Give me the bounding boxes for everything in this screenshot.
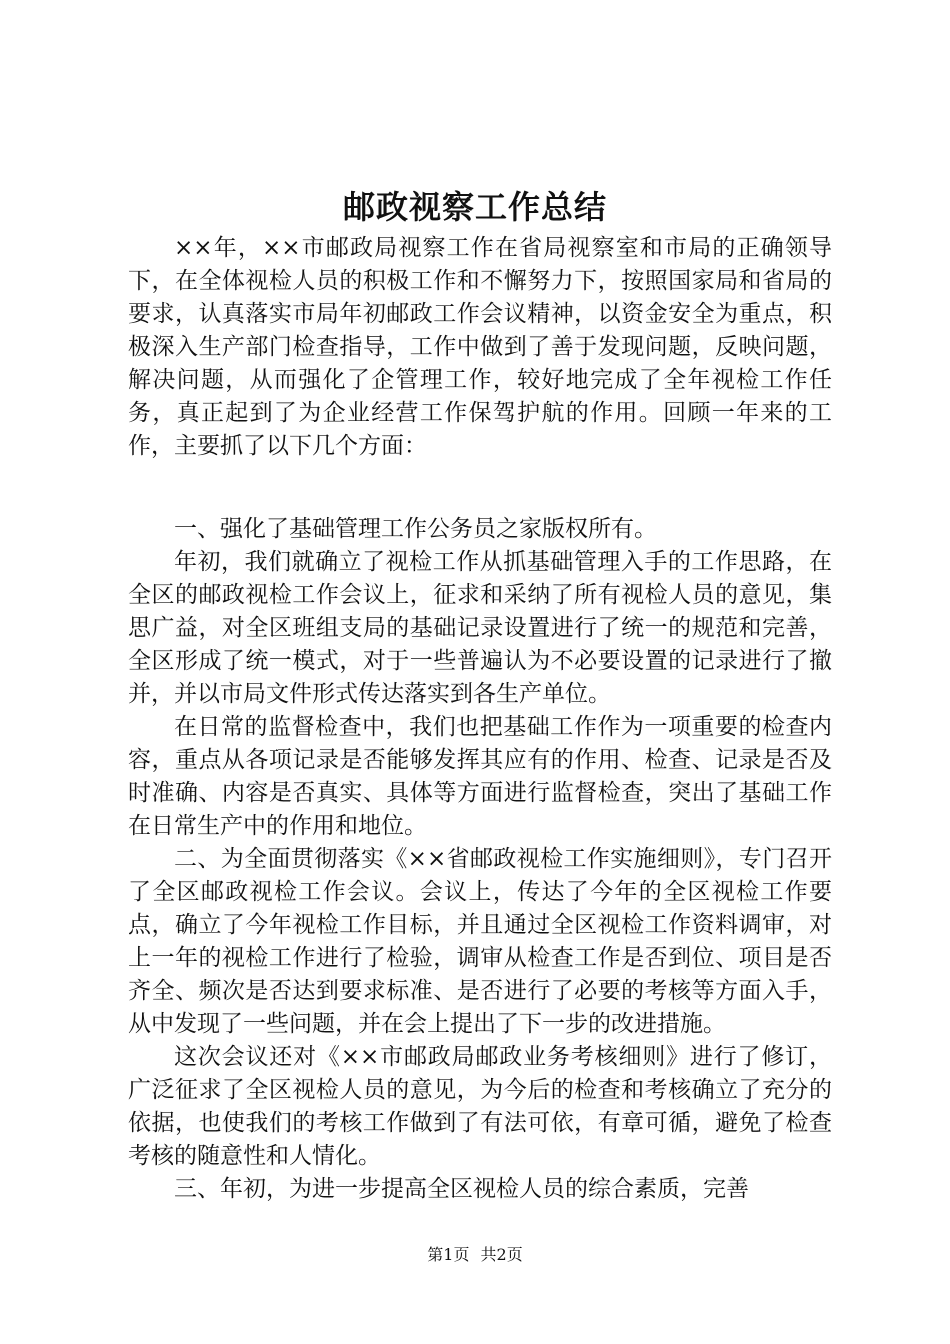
paragraph: 在日常的监督检查中，我们也把基础工作作为一项重要的检查内容，重点从各项记录是否能够发挥其应有的作用、检查、记录是否及时准确、内容是否真实、具体等方面进行监督检查，突出了基础工作在日常生产中的作用和地位。: [128, 714, 832, 839]
section-heading-1: 一、强化了基础管理工作公务员之家版权所有。: [174, 516, 657, 542]
section-paragraph-3: 三、年初，为进一步提高全区视检人员的综合素质，完善: [174, 1176, 749, 1202]
paragraph: 这次会议还对《××市邮政局邮政业务考核细则》进行了修订，广泛征求了全区视检人员的意见，为今后的检查和考核确立了充分的依据，也使我们的考核工作做到了有法可依，有章可循，避免了检查考核的随意性和人情化。: [128, 1044, 832, 1169]
page-footer: [0, 1244, 950, 1266]
paragraph-spacer: [128, 463, 832, 513]
page-number: 第1页: [427, 1245, 470, 1264]
document-body: [128, 232, 832, 1206]
paragraph-intro: ××年，××市邮政局视察工作在省局视察室和市局的正确领导下，在全体视检人员的积极工作和不懈努力下，按照国家局和省局的要求，认真落实市局年初邮政工作会议精神，以资金安全为重点，积极深入生产部门检查指导，工作中做到了善于发现问题，反映问题，解决问题，从而强化了企管理工作，较好地完成了全年视检工作任务，真正起到了为企业经营工作保驾护航的作用。回顾一年来的工作，主要抓了以下几个方面：: [128, 235, 832, 459]
document-title: 邮政视察工作总结: [342, 188, 607, 226]
section-paragraph-2: 二、为全面贯彻落实《××省邮政视检工作实施细则》，专门召开了全区邮政视检工作会议。会议上，传达了今年的全区视检工作要点，确立了今年视检工作目标，并且通过全区视检工作资料调审，对上一年的视检工作进行了检验，调审从检查工作是否到位、项目是否齐全、频次是否达到要求标准、是否进行了必要的考核等方面入手，从中发现了一些问题，并在会上提出了下一步的改进措施。: [128, 846, 832, 1037]
page-total: 共2页: [480, 1245, 523, 1264]
paragraph: 年初，我们就确立了视检工作从抓基础管理入手的工作思路，在全区的邮政视检工作会议上，征求和采纳了所有视检人员的意见，集思广益，对全区班组支局的基础记录设置进行了统一的规范和完善，全区形成了统一模式，对于一些普遍认为不必要设置的记录进行了撤并，并以市局文件形式传达落实到各生产单位。: [128, 549, 832, 707]
